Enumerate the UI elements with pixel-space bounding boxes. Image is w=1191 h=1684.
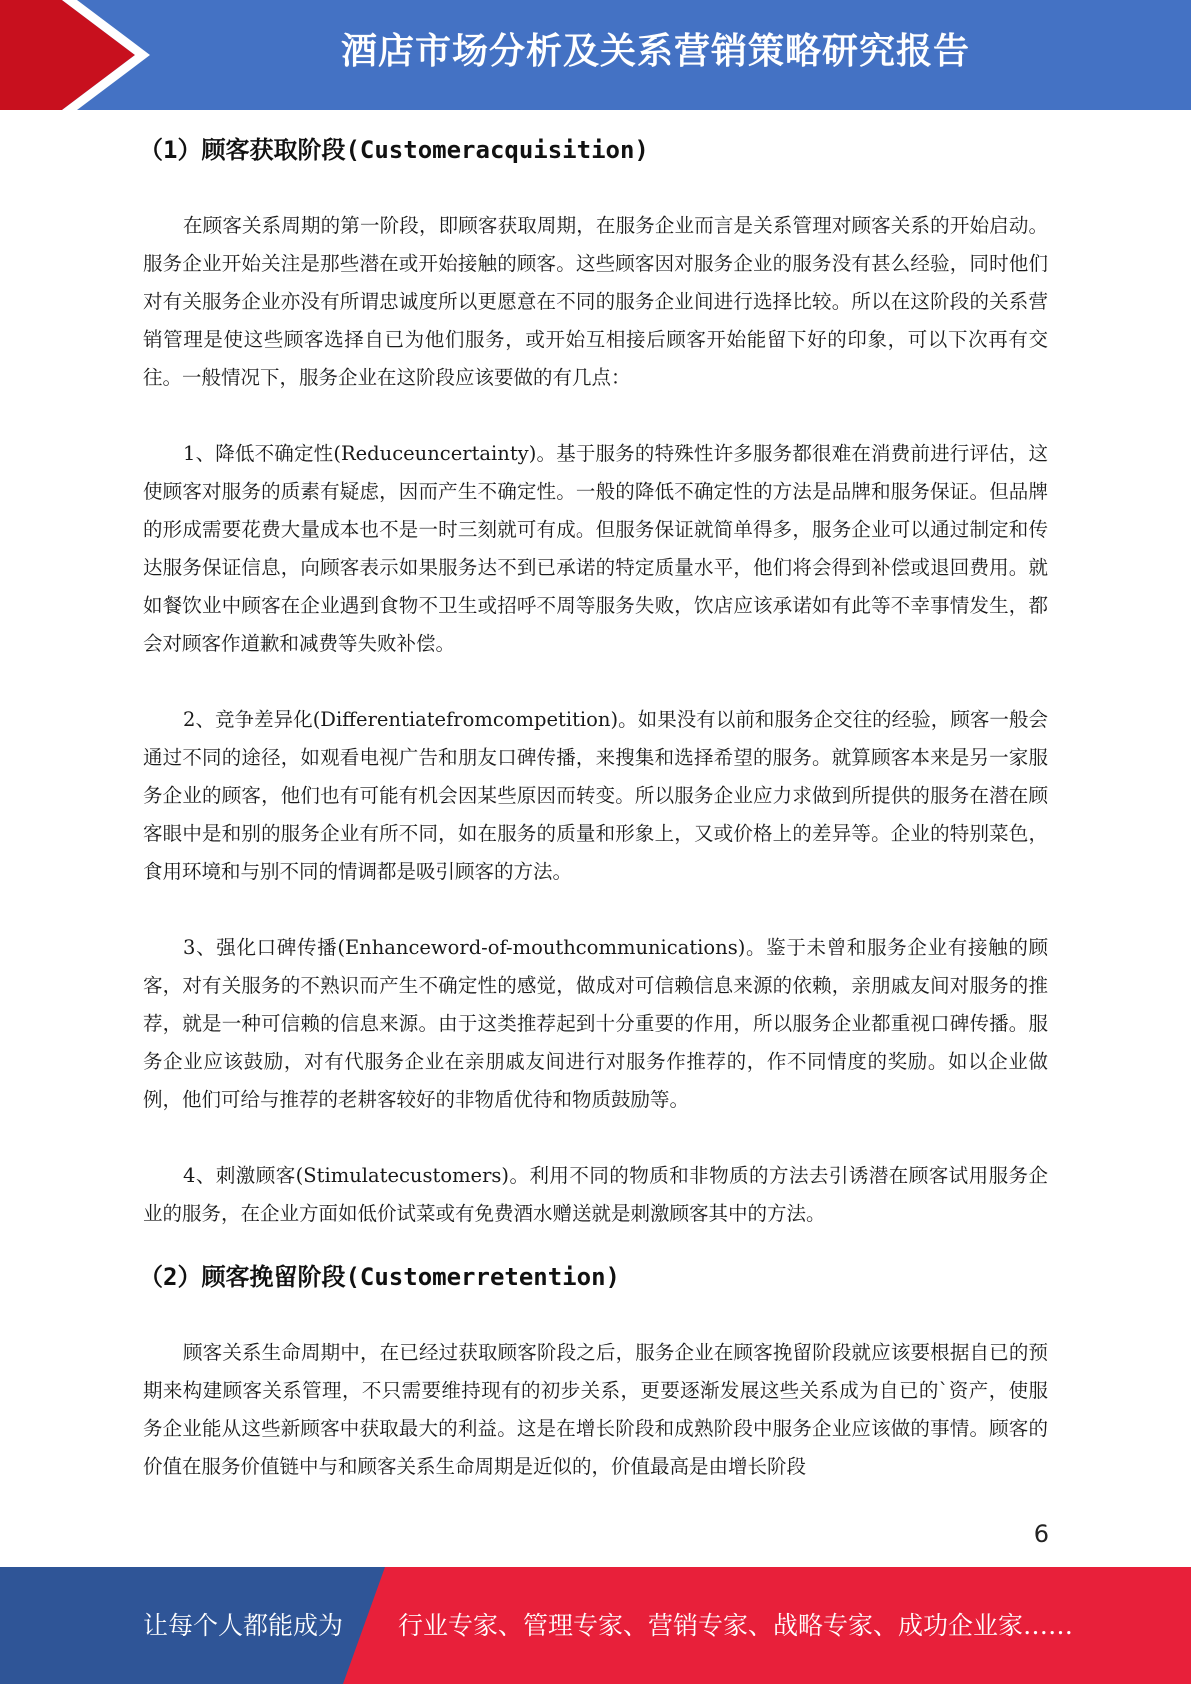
footer-slogan-left: 让每个人都能成为: [143, 1611, 344, 1640]
paragraph: 在顾客关系周期的第一阶段，即顾客获取周期，在服务企业而言是关系管理对顾客关系的开始启动。服务企业开始关注是那些潜在或开始接触的顾客。这些顾客因对服务企业的服务没有甚么经验，同时他们对有关服务企业亦没有所谓忠诚度所以更愿意在不同的服务企业间进行选择比较。所以在这阶段的关系营销管理是使这些顾客选择自已为他们服务，或开始互相接后顾客开始能留下好的印象，可以下次再有交往。一般情况下，服务企业在这阶段应该要做的有几点：: [143, 214, 1048, 389]
paragraph: 4、刺激顾客(Stimulatecustomers)。利用不同的物质和非物质的方法去引诱潜在顾客试用服务企业的服务，在企业方面如低价试菜或有免费酒水赠送就是刺激顾客其中的方法。: [143, 1164, 1048, 1225]
paragraph: 顾客关系生命周期中，在已经过获取顾客阶段之后，服务企业在顾客挽留阶段就应该要根据自已的预期来构建顾客关系管理，不只需要维持现有的初步关系，更要逐渐发展这些关系成为自已的`资产，使服务企业能从这些新顾客中获取最大的利益。这是在增长阶段和成熟阶段中服务企业应该做的事情。顾客的价值在服务价值链中与和顾客关系生命周期是近似的，价值最高是由增长阶段: [143, 1341, 1048, 1478]
page-number: 6: [1033, 1520, 1049, 1548]
header-banner: [0, 0, 1191, 110]
footer-banner: [0, 1567, 1191, 1684]
section-heading-customer-retention: （2）顾客挽留阶段(Customerretention): [139, 1263, 620, 1291]
paragraph: 2、竞争差异化(Differentiatefromcompetition)。如果没有以前和服务企交往的经验，顾客一般会通过不同的途径，如观看电视广告和朋友口碑传播，来搜集和选择希望的服务。就算顾客本来是另一家服务企业的顾客，他们也有可能有机会因某些原因而转变。所以服务企业应力求做到所提供的服务在潜在顾客眼中是和别的服务企业有所不同，如在服务的质量和形象上，又或价格上的差异等。企业的特别菜色，食用环境和与别不同的情调都是吸引顾客的方法。: [143, 708, 1048, 883]
paragraph: 3、强化口碑传播(Enhanceword-of-mouthcommunications)。鉴于未曾和服务企业有接触的顾客，对有关服务的不熟识而产生不确定性的感觉，做成对可信赖信息来源的依赖，亲朋戚友间对服务的推荐，就是一种可信赖的信息来源。由于这类推荐起到十分重要的作用，所以服务企业都重视口碑传播。服务企业应该鼓励，对有代服务企业在亲朋戚友间进行对服务作推荐的，作不同情度的奖励。如以企业做例，他们可给与推荐的老耕客较好的非物盾优待和物质鼓励等。: [143, 936, 1048, 1111]
paragraph: 1、降低不确定性(Reduceuncertainty)。基于服务的特殊性许多服务都很难在消费前进行评估，这使顾客对服务的质素有疑虑，因而产生不确定性。一般的降低不确定性的方法是品牌和服务保证。但品牌的形成需要花费大量成本也不是一时三刻就可有成。但服务保证就简单得多，服务企业可以通过制定和传达服务保证信息，向顾客表示如果服务达不到已承诺的特定质量水平，他们将会得到补偿或退回费用。就如餐饮业中顾客在企业遇到食物不卫生或招呼不周等服务失败，饮店应该承诺如有此等不幸事情发生，都会对顾客作道歉和减费等失败补偿。: [143, 442, 1048, 655]
section-heading-customer-acquisition: （1）顾客获取阶段(Customeracquisition): [139, 136, 649, 164]
chevron-arrow-icon: [0, 0, 150, 110]
report-title: 酒店市场分析及关系营销策略研究报告: [340, 31, 970, 72]
footer-slogan-right: 行业专家、管理专家、营销专家、战略专家、成功企业家……: [398, 1611, 1074, 1640]
main-content: [139, 128, 1048, 1486]
